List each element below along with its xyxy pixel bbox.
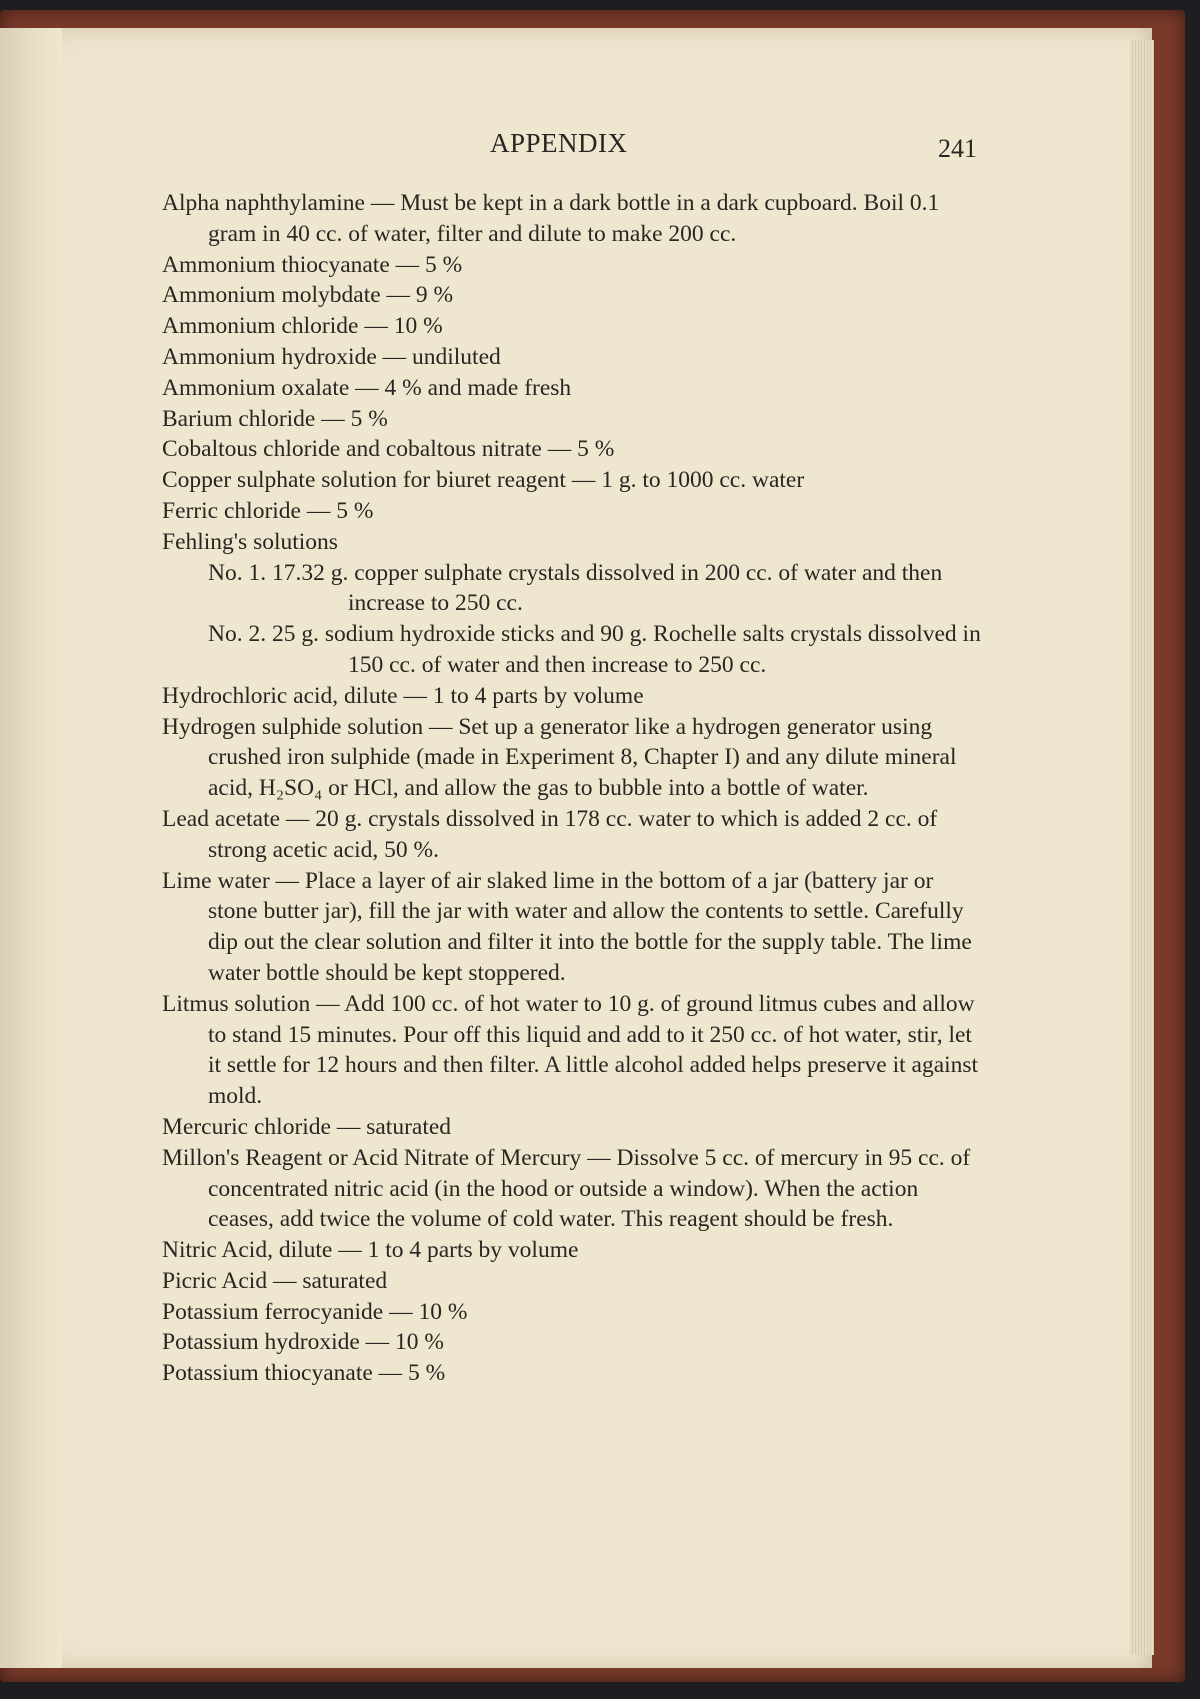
entry-barium-chloride: Barium chloride — 5 % [162,405,388,432]
entry-picric-acid: Picric Acid — saturated [162,1267,388,1294]
entry-potassium-hydroxide: Potassium hydroxide — 10 % [162,1329,444,1356]
page-edges [1130,40,1154,1655]
page-gutter [0,28,62,1668]
entry-alpha-naphthylamine: Alpha naphthylamine — Must be kept in a dark bottle in a dark cupboard. Boil 0.1 gram in 40 cc. of water, filter and dilute to make 200 cc. [162,190,940,247]
entry-copper-sulphate: Copper sulphate solution for biuret reagent — 1 g. to 1000 cc. water [162,467,805,494]
entry-potassium-ferrocyanide: Potassium ferrocyanide — 10 % [162,1298,468,1325]
entry-ammonium-molybdate: Ammonium molybdate — 9 % [162,282,454,309]
page-header-title: APPENDIX [490,128,628,158]
entry-ammonium-hydroxide: Ammonium hydroxide — undiluted [162,343,501,370]
entry-millons-reagent: Millon's Reagent or Acid Nitrate of Mercury — Dissolve 5 cc. of mercury in 95 cc. of concentrated nitric acid (in the hood or outside a window). When the action ceases, add twice the volume of cold water. This reagent should be fresh. [162,1144,971,1233]
entry-ammonium-chloride: Ammonium chloride — 10 % [162,313,443,340]
entry-litmus-solution: Litmus solution — Add 100 cc. of hot water to 10 g. of ground litmus cubes and allow to stand 15 minutes. Pour off this liquid and add to it 250 cc. of hot water, stir, let it settle for 12 hours and then filter. A little alcohol added helps preserve it against mold. [162,990,979,1110]
page-number: 241 [938,134,977,163]
entry-ammonium-thiocyanate: Ammonium thiocyanate — 5 % [162,251,463,278]
entry-hydrochloric-acid: Hydrochloric acid, dilute — 1 to 4 parts by volume [162,682,644,709]
entry-nitric-acid: Nitric Acid, dilute — 1 to 4 parts by volume [162,1237,579,1264]
entry-hydrogen-sulphide: Hydrogen sulphide solution — Set up a generator like a hydrogen generator using crushed iron sulphide (made in Experiment 8, Chapter I) and any dilute mineral acid, H₂SO₄ or HCl, and allow the gas to bubble into a bottle of water. [162,713,957,802]
entry-fehlings-solutions: Fehling's solutions [162,528,338,555]
reagent-list [162,188,982,1389]
entry-fehlings-no1: No. 1. 17.32 g. copper sulphate crystals dissolved in 200 cc. of water and then increase to 250 cc. [208,559,943,617]
entry-lime-water: Lime water — Place a layer of air slaked lime in the bottom of a jar (battery jar or stone butter jar), fill the jar with water and allow the contents to settle. Carefully dip out the clear solution and filter it into the bottle for the supply table. The lime water bottle should be kept stoppered. [162,867,972,986]
entry-ammonium-oxalate: Ammonium oxalate — 4 % and made fresh [162,374,572,401]
entry-cobaltous-chloride: Cobaltous chloride and cobaltous nitrate — 5 % [162,436,615,463]
entry-ferric-chloride: Ferric chloride — 5 % [162,497,374,524]
entry-fehlings-no2: No. 2. 25 g. sodium hydroxide sticks and 90 g. Rochelle salts crystals dissolved in 150 cc. of water and then increase to 250 cc. [208,621,981,678]
entry-potassium-thiocyanate: Potassium thiocyanate — 5 % [162,1360,446,1387]
entry-lead-acetate: Lead acetate — 20 g. crystals dissolved in 178 cc. water to which is added 2 cc. of strong acetic acid, 50 %. [162,805,938,863]
entry-mercuric-chloride: Mercuric chloride — saturated [162,1113,452,1140]
